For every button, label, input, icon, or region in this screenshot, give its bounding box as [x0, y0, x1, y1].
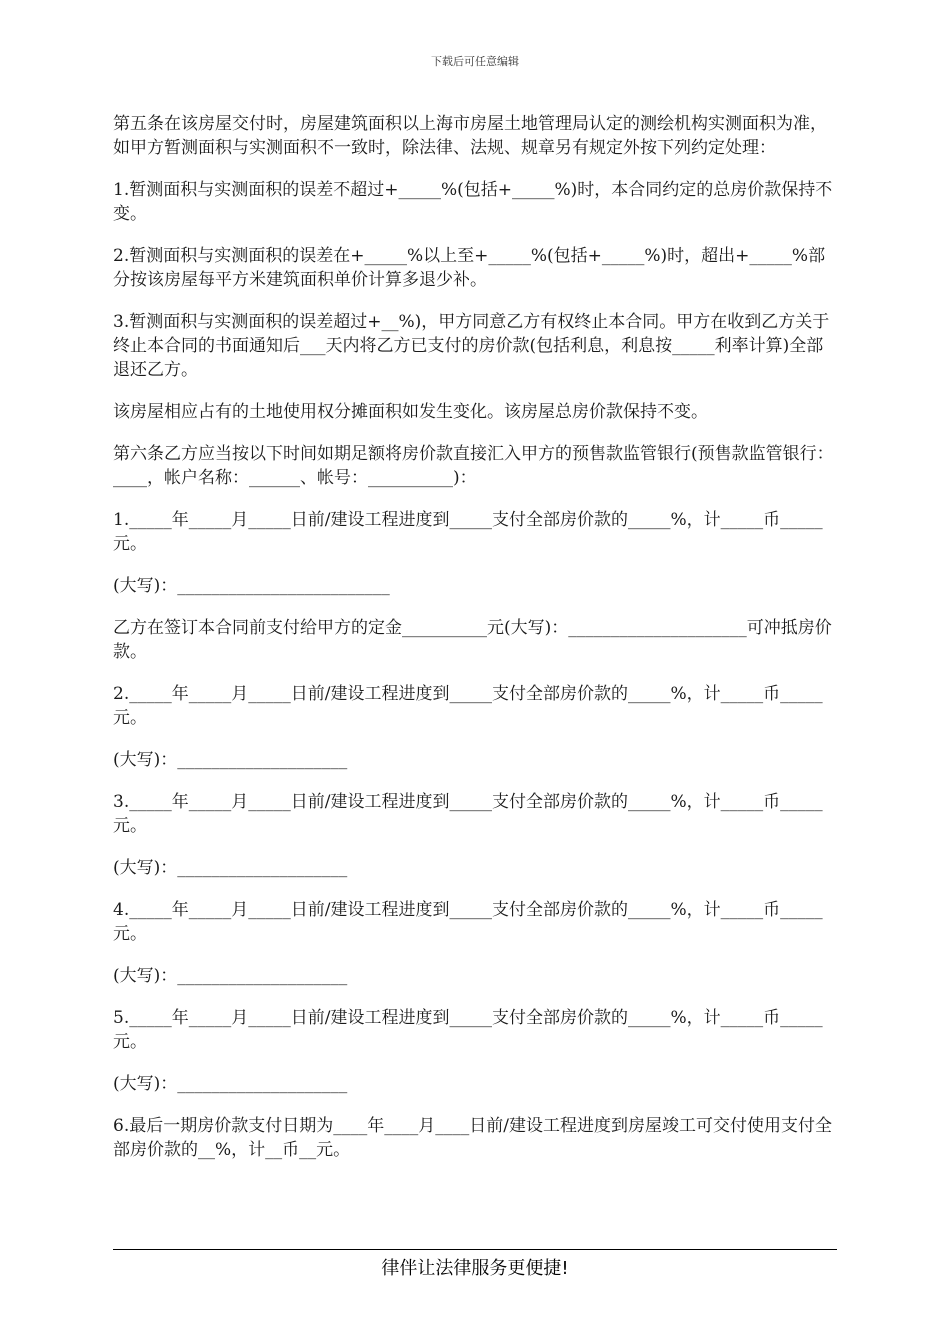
payment-3-uppercase: (大写)：____________________ — [113, 858, 348, 878]
payment-1-uppercase: (大写)：_________________________ — [113, 576, 390, 596]
footer-divider — [113, 1249, 837, 1250]
clause-5-2: 2.暂测面积与实测面积的误差在+_____%以上至+_____%(包括+_____%)时，超出+_____%部分按该房屋每平方米建筑面积单价计算多退少补。 — [113, 246, 826, 290]
clause-5-1: 1.暂测面积与实测面积的误差不超过+_____%(包括+_____%)时，本合同约定的总房价款保持不变。 — [113, 180, 833, 224]
payment-2-uppercase: (大写)：____________________ — [113, 750, 348, 770]
payment-4: 4._____年_____月_____日前/建设工程进度到_____支付全部房价款的_____%，计_____币_____元。 — [113, 900, 823, 944]
payment-1: 1._____年_____月_____日前/建设工程进度到_____支付全部房价款的_____%，计_____币_____元。 — [113, 510, 823, 554]
article-6-intro: 第六条乙方应当按以下时间如期足额将房价款直接汇入甲方的预售款监管银行(预售款监管银行：____，帐户名称：______、帐号：__________)： — [113, 444, 834, 488]
payment-5-uppercase: (大写)：____________________ — [113, 1074, 348, 1094]
payment-final: 6.最后一期房价款支付日期为____年____月____日前/建设工程进度到房屋竣工可交付使用支付全部房价款的__%，计__币__元。 — [113, 1116, 832, 1160]
document-body — [113, 112, 837, 1180]
deposit-clause: 乙方在签订本合同前支付给甲方的定金__________元(大写)：_____________________可冲抵房价款。 — [113, 618, 832, 662]
page-footer: 律伴让法律服务更便捷! — [381, 1258, 569, 1279]
payment-3: 3._____年_____月_____日前/建设工程进度到_____支付全部房价款的_____%，计_____币_____元。 — [113, 792, 823, 836]
land-use-note: 该房屋相应占有的土地使用权分摊面积如发生变化。该房屋总房价款保持不变。 — [113, 402, 708, 422]
clause-5-3: 3.暂测面积与实测面积的误差超过+__%)，甲方同意乙方有权终止本合同。甲方在收到乙方关于终止本合同的书面通知后___天内将乙方已支付的房价款(包括利息，利息按_____利率计算)全部退还乙方。 — [113, 312, 830, 380]
article-5-intro: 第五条在该房屋交付时，房屋建筑面积以上海市房屋土地管理局认定的测绘机构实测面积为准，如甲方暂测面积与实测面积不一致时，除法律、法规、规章另有规定外按下列约定处理： — [113, 114, 827, 158]
payment-2: 2._____年_____月_____日前/建设工程进度到_____支付全部房价款的_____%，计_____币_____元。 — [113, 684, 823, 728]
payment-5: 5._____年_____月_____日前/建设工程进度到_____支付全部房价款的_____%，计_____币_____元。 — [113, 1008, 823, 1052]
page-header: 下载后可任意编辑 — [431, 55, 519, 68]
payment-4-uppercase: (大写)：____________________ — [113, 966, 348, 986]
